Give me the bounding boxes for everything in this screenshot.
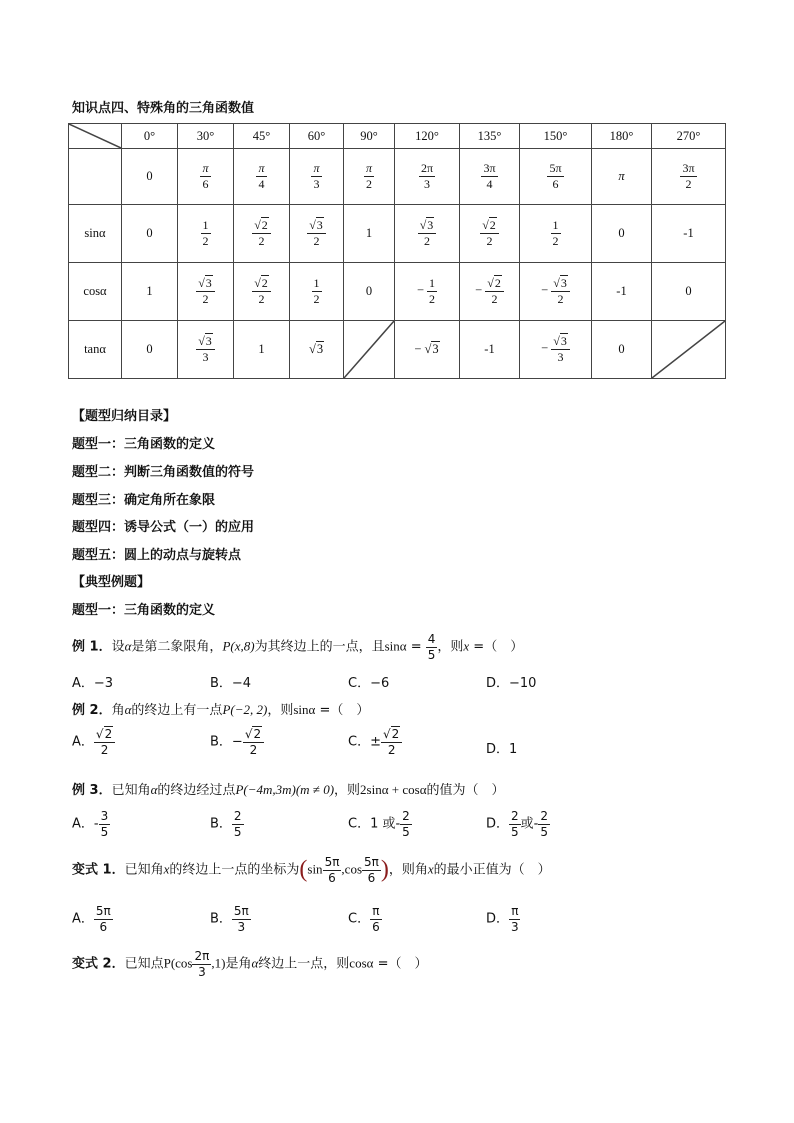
option-b: B． $\frac{5\pi}{3}$ [210,904,249,934]
val-cell: 0 [122,205,178,263]
val-cell: 0 [592,205,652,263]
val-cell: − √3 [395,321,460,379]
val-cell: 0 [122,321,178,379]
rad-cell: $\frac{\pi}{4}$ [234,149,290,205]
val-cell: $\frac{√2}{2}$ [234,263,290,321]
rad-cell: 0 [122,149,178,205]
diagonal-line [344,321,394,378]
option-b: B．− $\frac{√2}{2}$ [210,728,264,756]
rad-cell: $\frac{3\pi}{2}$ [652,149,726,205]
val-cell: $\frac{√3}{2}$ [290,205,344,263]
cos-label: cosα [69,263,122,321]
catalog-item: 题型四：诱导公式（一）的应用 [72,520,255,535]
trig-values-table [68,123,726,379]
deg-cell: 45° [234,124,290,149]
tan-row [69,321,726,379]
catalog-item: 题型一：三角函数的定义 [72,437,216,452]
diagonal-line [69,124,121,148]
val-cell: √3 [290,321,344,379]
catalog-item: 题型二：判断三角函数值的符号 [72,465,255,480]
deg-cell: 150° [520,124,592,149]
rad-cell: $\frac{3\pi}{4}$ [460,149,520,205]
val-cell: 0 [592,321,652,379]
option-c: C．1 或- $\frac{2}{5}$ [348,809,410,839]
tan-label: tanα [69,321,122,379]
val-cell: $\frac{1}{2}$ [290,263,344,321]
deg-cell: 180° [592,124,652,149]
examples-header: 【典型例题】 [72,575,151,590]
cos-row [69,263,726,321]
val-cell: 1 [234,321,290,379]
undefined-cell [344,321,395,379]
deg-cell: 90° [344,124,395,149]
val-cell: − $\frac{√3}{3}$ [520,321,592,379]
rad-cell: $\frac{5\pi}{6}$ [520,149,592,205]
variant-1: 变式 1．已知角x的终边上一点的坐标为(sin $\frac{5\pi}{6}$ ,cos $\frac{5\pi}{6}$ )，则角x的最小正值为（ ） [72,855,551,885]
val-cell: 1 [344,205,395,263]
radian-row [69,149,726,205]
sin-label: sinα [69,205,122,263]
option-a: A． $\frac{5\pi}{6}$ [72,904,111,934]
option-a: A．- $\frac{3}{5}$ [72,809,109,839]
deg-cell: 0° [122,124,178,149]
example-2: 例 2．角α的终边上有一点P(−2, 2)，则sinα =（ ） [72,702,370,718]
rad-cell: $\frac{\pi}{3}$ [290,149,344,205]
option-c: C．−6 [348,676,390,691]
val-cell: $\frac{1}{2}$ [520,205,592,263]
val-cell: − $\frac{√2}{2}$ [460,263,520,321]
option-d: D． $\frac{2}{5}$ 或- $\frac{2}{5}$ [486,809,548,839]
deg-cell: 120° [395,124,460,149]
option-d: D． $\frac{\pi}{3}$ [486,904,519,934]
val-cell: $\frac{√3}{3}$ [178,321,234,379]
val-cell: $\frac{√2}{2}$ [460,205,520,263]
option-a: A．−3 [72,676,114,691]
rad-cell: $\frac{\pi}{6}$ [178,149,234,205]
rad-cell: $\frac{2\pi}{3}$ [395,149,460,205]
val-cell: $\frac{√2}{2}$ [234,205,290,263]
deg-cell: 30° [178,124,234,149]
option-b: B．−4 [210,676,252,691]
degree-row [69,124,726,149]
catalog-header: 【题型归纳目录】 [72,409,177,424]
val-cell: 0 [652,263,726,321]
option-b: B． $\frac{2}{5}$ [210,809,242,839]
example-1: 例 1．设α是第二象限角，P(x,8)为其终边上的一点，且sinα = $\frac{4}{5}$ ，则x =（ ） [72,632,524,662]
empty-cell [69,149,122,205]
val-cell: $\frac{1}{2}$ [178,205,234,263]
variant-2: 变式 2．已知点P(cos $\frac{2\pi}{3}$ ,1)是角α终边上一点，则cosα =（ ） [72,949,428,979]
val-cell: − $\frac{1}{2}$ [395,263,460,321]
corner-cell [69,124,122,149]
val-cell: -1 [460,321,520,379]
val-cell: $\frac{√3}{2}$ [395,205,460,263]
val-cell: -1 [592,263,652,321]
deg-cell: 270° [652,124,726,149]
catalog-item: 题型五：圆上的动点与旋转点 [72,548,242,563]
example-3: 例 3．已知角α的终边经过点P(−4m,3m)(m ≠ 0)，则2sinα + cosα的值为（ ） [72,782,505,798]
type1-title: 题型一：三角函数的定义 [72,603,216,618]
undefined-cell [652,321,726,379]
rad-cell: $\frac{\pi}{2}$ [344,149,395,205]
option-c: C．± $\frac{√2}{2}$ [348,728,402,756]
val-cell: $\frac{√3}{2}$ [178,263,234,321]
val-cell: − $\frac{√3}{2}$ [520,263,592,321]
section-title: 知识点四、特殊角的三角函数值 [72,101,255,116]
val-cell: -1 [652,205,726,263]
rad-cell: π [592,149,652,205]
val-cell: 0 [344,263,395,321]
deg-cell: 60° [290,124,344,149]
val-cell: 1 [122,263,178,321]
option-d: D．1 [486,742,518,757]
sin-row [69,205,726,263]
deg-cell: 135° [460,124,520,149]
option-a: A． $\frac{√2}{2}$ [72,728,115,756]
diagonal-line [652,321,725,378]
catalog-item: 题型三：确定角所在象限 [72,493,216,508]
option-c: C． $\frac{\pi}{6}$ [348,904,380,934]
option-d: D．−10 [486,676,537,691]
